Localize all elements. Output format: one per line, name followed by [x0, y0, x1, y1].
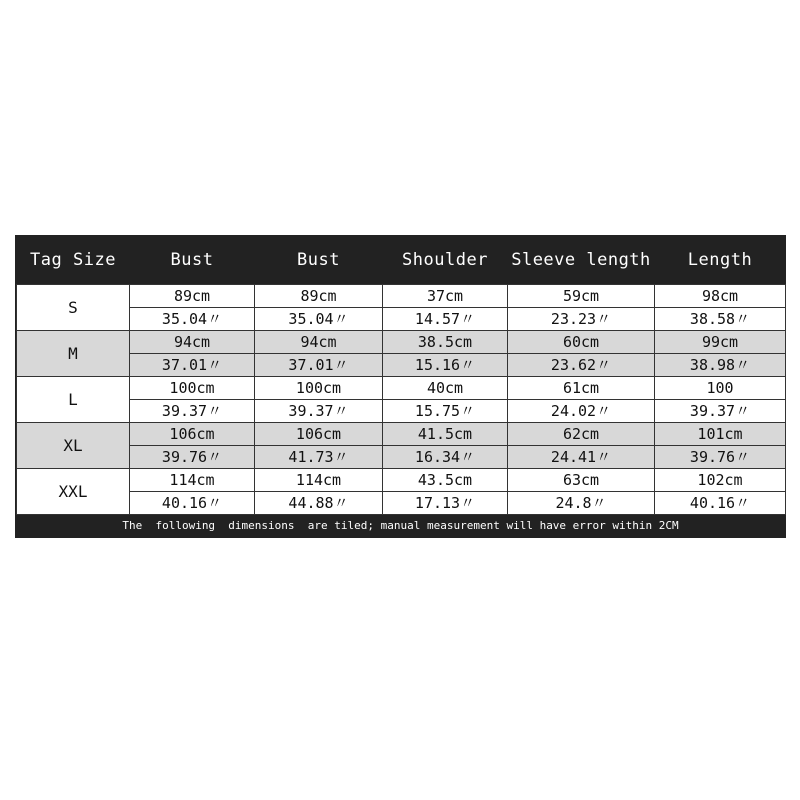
- size-label: XXL: [17, 469, 130, 515]
- inch-value-cell: 24.41〃: [508, 446, 655, 469]
- inch-value-cell: 37.01〃: [255, 354, 383, 377]
- header-shoulder: Shoulder: [383, 236, 508, 285]
- inch-value-cell: 15.75〃: [383, 400, 508, 423]
- table-row: [17, 308, 786, 331]
- inch-value-cell: 24.02〃: [508, 400, 655, 423]
- inch-value-cell: 40.16〃: [130, 492, 255, 515]
- header-row: [17, 236, 786, 285]
- cm-value-cell: 89cm: [130, 285, 255, 308]
- inch-value-cell: 39.37〃: [130, 400, 255, 423]
- table-row: [17, 492, 786, 515]
- header-length: Length: [655, 236, 786, 285]
- header-bust: Bust: [130, 236, 255, 285]
- table-row: [17, 446, 786, 469]
- header-sleeve-length: Sleeve length: [508, 236, 655, 285]
- inch-value-cell: 39.76〃: [655, 446, 786, 469]
- table-row: [17, 285, 786, 308]
- inch-value-cell: 16.34〃: [383, 446, 508, 469]
- inch-value-cell: 38.58〃: [655, 308, 786, 331]
- inch-value-cell: 23.62〃: [508, 354, 655, 377]
- table-row: [17, 331, 786, 354]
- inch-value-cell: 35.04〃: [255, 308, 383, 331]
- table-row: [17, 469, 786, 492]
- table-row: [17, 423, 786, 446]
- cm-value-cell: 94cm: [130, 331, 255, 354]
- cm-value-cell: 100cm: [255, 377, 383, 400]
- inch-value-cell: 39.37〃: [655, 400, 786, 423]
- cm-value-cell: 114cm: [130, 469, 255, 492]
- cm-value-cell: 102cm: [655, 469, 786, 492]
- table-body: [17, 285, 786, 515]
- cm-value-cell: 89cm: [255, 285, 383, 308]
- inch-value-cell: 37.01〃: [130, 354, 255, 377]
- inch-value-cell: 40.16〃: [655, 492, 786, 515]
- cm-value-cell: 62cm: [508, 423, 655, 446]
- size-label: M: [17, 331, 130, 377]
- cm-value-cell: 106cm: [255, 423, 383, 446]
- cm-value-cell: 114cm: [255, 469, 383, 492]
- table-row: [17, 377, 786, 400]
- cm-value-cell: 37cm: [383, 285, 508, 308]
- size-label: L: [17, 377, 130, 423]
- size-table: [16, 236, 786, 515]
- cm-value-cell: 100cm: [130, 377, 255, 400]
- header-tag-size: Tag Size: [17, 236, 130, 285]
- cm-value-cell: 100: [655, 377, 786, 400]
- inch-value-cell: 35.04〃: [130, 308, 255, 331]
- table-row: [17, 400, 786, 423]
- cm-value-cell: 38.5cm: [383, 331, 508, 354]
- inch-value-cell: 23.23〃: [508, 308, 655, 331]
- cm-value-cell: 106cm: [130, 423, 255, 446]
- inch-value-cell: 39.37〃: [255, 400, 383, 423]
- inch-value-cell: 38.98〃: [655, 354, 786, 377]
- table-row: [17, 354, 786, 377]
- inch-value-cell: 39.76〃: [130, 446, 255, 469]
- inch-value-cell: 44.88〃: [255, 492, 383, 515]
- cm-value-cell: 99cm: [655, 331, 786, 354]
- size-label: XL: [17, 423, 130, 469]
- inch-value-cell: 14.57〃: [383, 308, 508, 331]
- inch-value-cell: 17.13〃: [383, 492, 508, 515]
- cm-value-cell: 98cm: [655, 285, 786, 308]
- inch-value-cell: 24.8〃: [508, 492, 655, 515]
- inch-value-cell: 15.16〃: [383, 354, 508, 377]
- cm-value-cell: 101cm: [655, 423, 786, 446]
- size-label: S: [17, 285, 130, 331]
- cm-value-cell: 43.5cm: [383, 469, 508, 492]
- cm-value-cell: 59cm: [508, 285, 655, 308]
- header-bust-2: Bust: [255, 236, 383, 285]
- cm-value-cell: 60cm: [508, 331, 655, 354]
- cm-value-cell: 63cm: [508, 469, 655, 492]
- inch-value-cell: 41.73〃: [255, 446, 383, 469]
- size-chart: [15, 235, 786, 538]
- cm-value-cell: 94cm: [255, 331, 383, 354]
- measurement-note: The following dimensions are tiled; manual measurement will have error within 2CM: [16, 515, 785, 537]
- cm-value-cell: 61cm: [508, 377, 655, 400]
- cm-value-cell: 40cm: [383, 377, 508, 400]
- cm-value-cell: 41.5cm: [383, 423, 508, 446]
